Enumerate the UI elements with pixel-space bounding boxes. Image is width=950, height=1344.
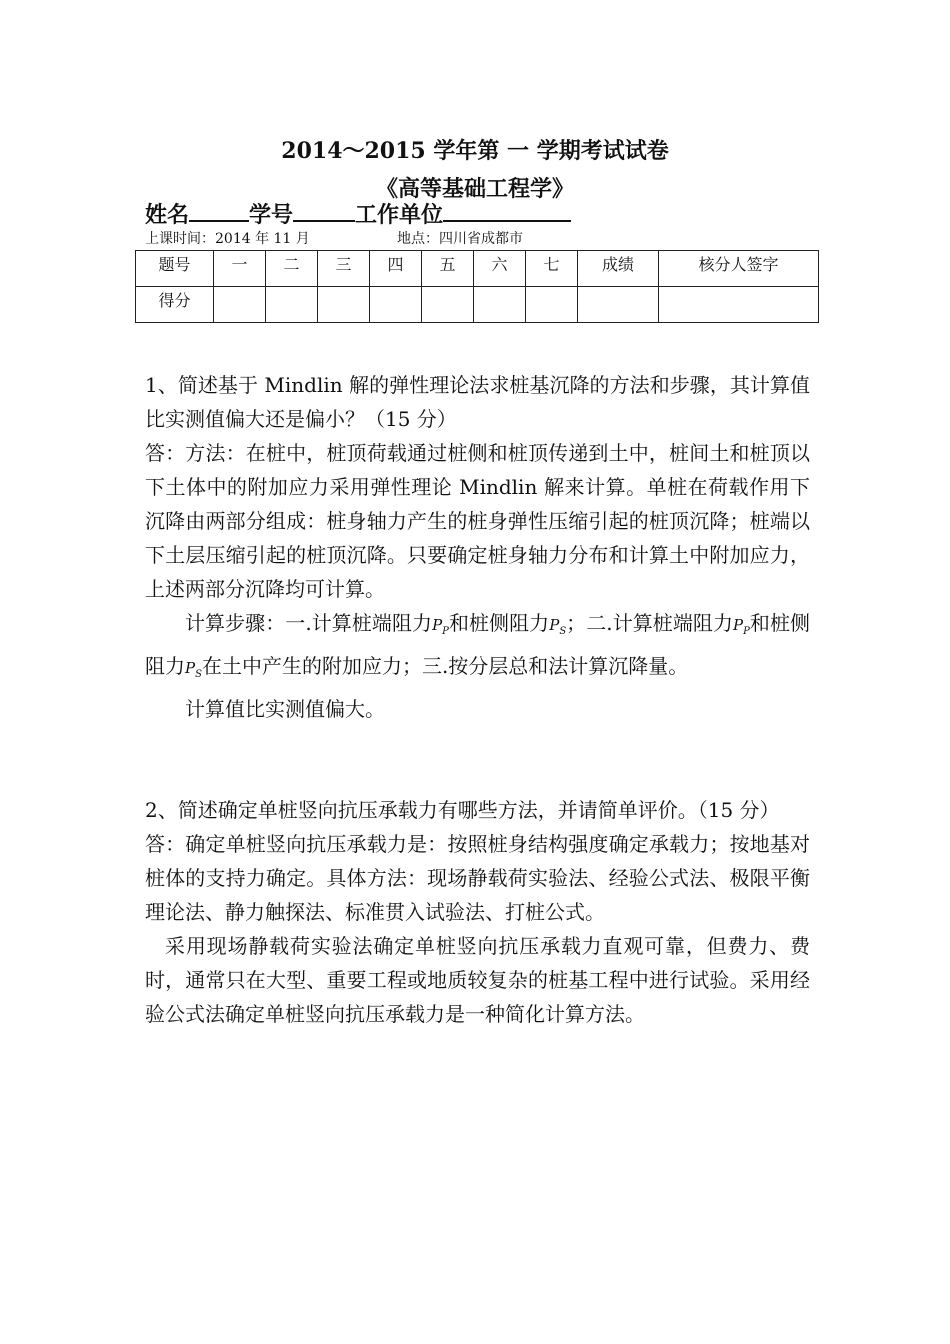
table-cell: 三	[318, 251, 370, 287]
question-1-steps	[145, 606, 810, 692]
student-info-line	[145, 198, 571, 229]
score-cell	[266, 287, 318, 323]
table-cell: 四	[370, 251, 422, 287]
table-cell: 二	[266, 251, 318, 287]
question-1-answer: 答：方法：在桩中，桩顶荷载通过桩侧和桩顶传递到土中，桩间土和桩顶以下土体中的附加应力采用弹性理论 Mindlin 解来计算。单桩在荷载作用下沉降由两部分组成：桩身轴力产生的桩身弹性压缩引起的桩顶沉降；桩端以下土层压缩引起的桩顶沉降。只要确定桩身轴力分布和计算土中附加应力，上述两部分沉降均可计算。	[145, 441, 810, 601]
id-label: 学号	[249, 202, 294, 228]
score-cell	[370, 287, 422, 323]
score-cell	[578, 287, 659, 323]
table-cell: 六	[474, 251, 526, 287]
question-2-answer: 答：确定单桩竖向抗压承载力是：按照桩身结构强度确定承载力；按地基对桩体的支持力确定。具体方法：现场静载荷实验法、经验公式法、极限平衡理论法、静力触探法、标准贯入试验法、打桩公式。	[145, 832, 810, 924]
question-2-evaluation: 采用现场静载荷实验法确定单桩竖向抗压承载力直观可靠，但费力、费时，通常只在大型、重要工程或地质较复杂的桩基工程中进行试验。采用经验公式法确定单桩竖向抗压承载力是一种简化计算方法。	[145, 934, 810, 1026]
score-table-score-row	[136, 287, 819, 323]
pile-side-resistance-symbol: $P_S$	[549, 616, 567, 637]
table-cell: 题号	[136, 251, 214, 287]
name-blank[interactable]	[189, 200, 249, 222]
table-cell: 得分	[136, 287, 214, 323]
table-cell: 一	[214, 251, 266, 287]
steps-text: 和桩侧阻力	[448, 611, 550, 635]
score-cell	[318, 287, 370, 323]
score-cell	[422, 287, 474, 323]
steps-text: 和桩侧阻力	[145, 611, 811, 678]
steps-text: 在土中产生的附加应力；三.按分层总和法计算沉降量。	[201, 654, 689, 678]
class-time: 上课时间：2014 年 11 月	[145, 231, 310, 247]
id-blank[interactable]	[293, 200, 355, 222]
unit-blank[interactable]	[443, 200, 571, 222]
score-table	[135, 250, 819, 323]
question-1-block	[145, 368, 810, 726]
question-2-text: 2、简述确定单桩竖向抗压承载力有哪些方法，并请简单评价。（15 分）	[145, 798, 780, 822]
table-cell: 七	[526, 251, 578, 287]
pile-tip-resistance-symbol: $P_P$	[432, 616, 449, 637]
table-cell: 五	[422, 251, 474, 287]
class-place: 地点：四川省成都市	[397, 231, 523, 247]
question-1-conclusion: 计算值比实测值偏大。	[185, 697, 385, 721]
score-cell	[526, 287, 578, 323]
pile-tip-resistance-symbol: $P_P$	[733, 616, 750, 637]
course-title: 《高等基础工程学》	[375, 176, 574, 202]
question-2-block	[145, 793, 810, 1031]
steps-text: ；二.计算桩端阻力	[566, 611, 734, 635]
table-cell: 核分人签字	[659, 251, 819, 287]
exam-title: 2014～2015 学年第 一 学期考试试卷	[281, 138, 669, 164]
question-1-text: 1、简述基于 Mindlin 解的弹性理论法求桩基沉降的方法和步骤，其计算值比实测值偏大还是偏小？（15 分）	[145, 373, 810, 431]
score-cell	[474, 287, 526, 323]
unit-label: 工作单位	[355, 202, 444, 228]
pile-side-resistance-symbol: $P_S$	[185, 659, 202, 680]
steps-text: 计算步骤：一.计算桩端阻力	[185, 611, 433, 635]
score-cell	[214, 287, 266, 323]
score-table-header-row	[136, 251, 819, 287]
score-cell	[659, 287, 819, 323]
name-label: 姓名	[145, 202, 190, 228]
table-cell: 成绩	[578, 251, 659, 287]
